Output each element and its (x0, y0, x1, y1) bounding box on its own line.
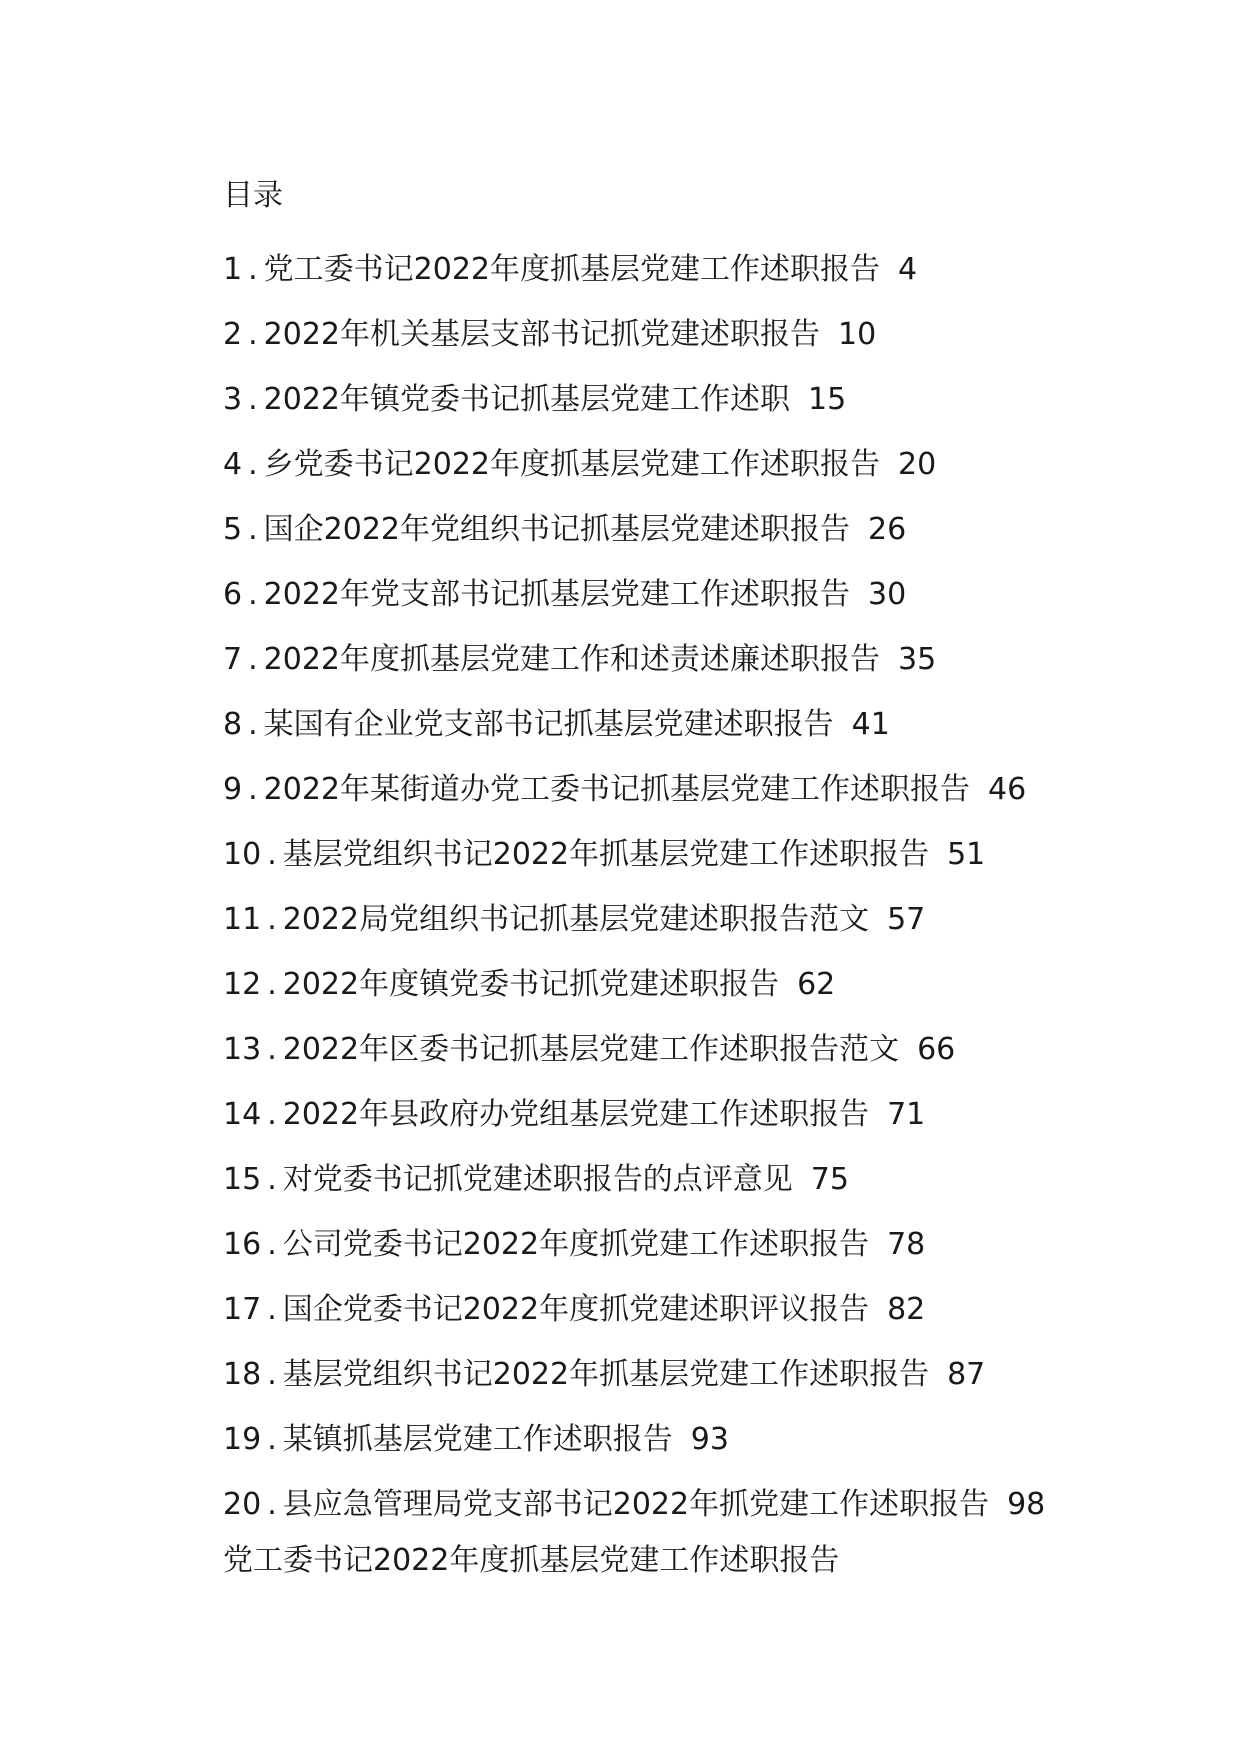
toc-item[interactable]: 1 . 党工委书记2022年度抓基层党建工作述职报告 4 (223, 237, 1045, 302)
toc-item-page: 57 (887, 901, 926, 937)
toc-item-number: 9 (223, 771, 243, 807)
toc-item[interactable]: 9 . 2022年某街道办党工委书记抓基层党建工作述职报告 46 (223, 757, 1045, 822)
toc-item-page: 93 (690, 1421, 729, 1457)
toc-item[interactable]: 19 . 某镇抓基层党建工作述职报告 93 (223, 1407, 1045, 1472)
toc-item-title: 某镇抓基层党建工作述职报告 (282, 1421, 673, 1457)
toc-item-number: 3 (223, 381, 243, 417)
toc-item-title: 基层党组织书记2022年抓基层党建工作述职报告 (282, 836, 930, 872)
toc-item-title: 2022年某街道办党工委书记抓基层党建工作述职报告 (263, 771, 970, 807)
toc-item-number: 17 (223, 1291, 262, 1327)
toc-item-page: 51 (947, 836, 986, 872)
toc-item-page: 82 (887, 1291, 926, 1327)
toc-item[interactable]: 17 . 国企党委书记2022年度抓党建述职评议报告 82 (223, 1277, 1045, 1342)
toc-item[interactable]: 7 . 2022年度抓基层党建工作和述责述廉述职报告 35 (223, 627, 1045, 692)
toc-item-number: 19 (223, 1421, 262, 1457)
toc-item-title: 2022年区委书记抓基层党建工作述职报告范文 (282, 1031, 900, 1067)
toc-item-title: 2022年机关基层支部书记抓党建述职报告 (263, 316, 820, 352)
toc-item-title: 2022年度镇党委书记抓党建述职报告 (282, 966, 780, 1002)
toc-item-number: 4 (223, 446, 243, 482)
toc-item-title: 2022年镇党委书记抓基层党建工作述职 (263, 381, 790, 417)
toc-item[interactable]: 18 . 基层党组织书记2022年抓基层党建工作述职报告 87 (223, 1342, 1045, 1407)
toc-item-page: 75 (810, 1161, 849, 1197)
toc-item-number: 16 (223, 1226, 262, 1262)
toc-item-title: 县应急管理局党支部书记2022年抓党建工作述职报告 (282, 1486, 990, 1522)
toc-item-number: 10 (223, 836, 262, 872)
toc-title: 目录 (223, 178, 283, 213)
toc-item-page: 98 (1007, 1486, 1046, 1522)
toc-item[interactable]: 14 . 2022年县政府办党组基层党建工作述职报告 71 (223, 1082, 1045, 1147)
toc-item-title: 党工委书记2022年度抓基层党建工作述职报告 (263, 251, 880, 287)
toc-item-title: 基层党组织书记2022年抓基层党建工作述职报告 (282, 1356, 930, 1392)
toc-item-title: 公司党委书记2022年度抓党建工作述职报告 (282, 1226, 870, 1262)
toc-item-page: 35 (898, 641, 937, 677)
toc-item[interactable]: 4 . 乡党委书记2022年度抓基层党建工作述职报告 20 (223, 432, 1045, 497)
toc-item-page: 20 (898, 446, 937, 482)
toc-item-page: 46 (988, 771, 1027, 807)
toc-item-title: 国企党委书记2022年度抓党建述职评议报告 (282, 1291, 870, 1327)
toc-item-number: 2 (223, 316, 243, 352)
document-heading: 党工委书记2022年度抓基层党建工作述职报告 (223, 1543, 840, 1578)
toc-item-page: 71 (887, 1096, 926, 1132)
toc-item-number: 20 (223, 1486, 262, 1522)
toc-item-number: 8 (223, 706, 243, 742)
toc-item-number: 7 (223, 641, 243, 677)
toc-item[interactable]: 20 . 县应急管理局党支部书记2022年抓党建工作述职报告 98 (223, 1472, 1045, 1537)
toc-item-number: 1 (223, 251, 243, 287)
toc-item-title: 国企2022年党组织书记抓基层党建述职报告 (263, 511, 850, 547)
toc-item[interactable]: 8 . 某国有企业党支部书记抓基层党建述职报告 41 (223, 692, 1045, 757)
toc-item-page: 30 (868, 576, 907, 612)
toc-item-number: 11 (223, 901, 262, 937)
toc-item-number: 14 (223, 1096, 262, 1132)
toc-item-title: 2022年党支部书记抓基层党建工作述职报告 (263, 576, 850, 612)
toc-item-number: 18 (223, 1356, 262, 1392)
toc-item-number: 15 (223, 1161, 262, 1197)
toc-item-page: 78 (887, 1226, 926, 1262)
toc-item-page: 62 (797, 966, 836, 1002)
toc-item[interactable]: 3 . 2022年镇党委书记抓基层党建工作述职 15 (223, 367, 1045, 432)
toc-item[interactable]: 13 . 2022年区委书记抓基层党建工作述职报告范文 66 (223, 1017, 1045, 1082)
toc-item[interactable]: 11 . 2022局党组织书记抓基层党建述职报告范文 57 (223, 887, 1045, 952)
toc-item-page: 10 (838, 316, 877, 352)
toc-item-page: 66 (917, 1031, 956, 1067)
toc-item[interactable]: 5 . 国企2022年党组织书记抓基层党建述职报告 26 (223, 497, 1045, 562)
toc-item-page: 87 (947, 1356, 986, 1392)
toc-item[interactable]: 2 . 2022年机关基层支部书记抓党建述职报告 10 (223, 302, 1045, 367)
toc-item-title: 某国有企业党支部书记抓基层党建述职报告 (263, 706, 834, 742)
toc-item-number: 12 (223, 966, 262, 1002)
toc-item-page: 15 (808, 381, 847, 417)
toc-item-title: 2022局党组织书记抓基层党建述职报告范文 (282, 901, 870, 937)
toc-item-title: 乡党委书记2022年度抓基层党建工作述职报告 (263, 446, 880, 482)
toc-list (223, 237, 1045, 1537)
toc-item[interactable]: 12 . 2022年度镇党委书记抓党建述职报告 62 (223, 952, 1045, 1017)
toc-item-page: 4 (898, 251, 918, 287)
toc-item-title: 对党委书记抓党建述职报告的点评意见 (282, 1161, 793, 1197)
toc-item-number: 6 (223, 576, 243, 612)
toc-item[interactable]: 6 . 2022年党支部书记抓基层党建工作述职报告 30 (223, 562, 1045, 627)
toc-item[interactable]: 10 . 基层党组织书记2022年抓基层党建工作述职报告 51 (223, 822, 1045, 887)
toc-item-title: 2022年县政府办党组基层党建工作述职报告 (282, 1096, 870, 1132)
toc-item[interactable]: 15 . 对党委书记抓党建述职报告的点评意见 75 (223, 1147, 1045, 1212)
toc-item-page: 26 (868, 511, 907, 547)
toc-item-page: 41 (851, 706, 890, 742)
toc-item-title: 2022年度抓基层党建工作和述责述廉述职报告 (263, 641, 880, 677)
toc-item[interactable]: 16 . 公司党委书记2022年度抓党建工作述职报告 78 (223, 1212, 1045, 1277)
toc-item-number: 13 (223, 1031, 262, 1067)
toc-item-number: 5 (223, 511, 243, 547)
